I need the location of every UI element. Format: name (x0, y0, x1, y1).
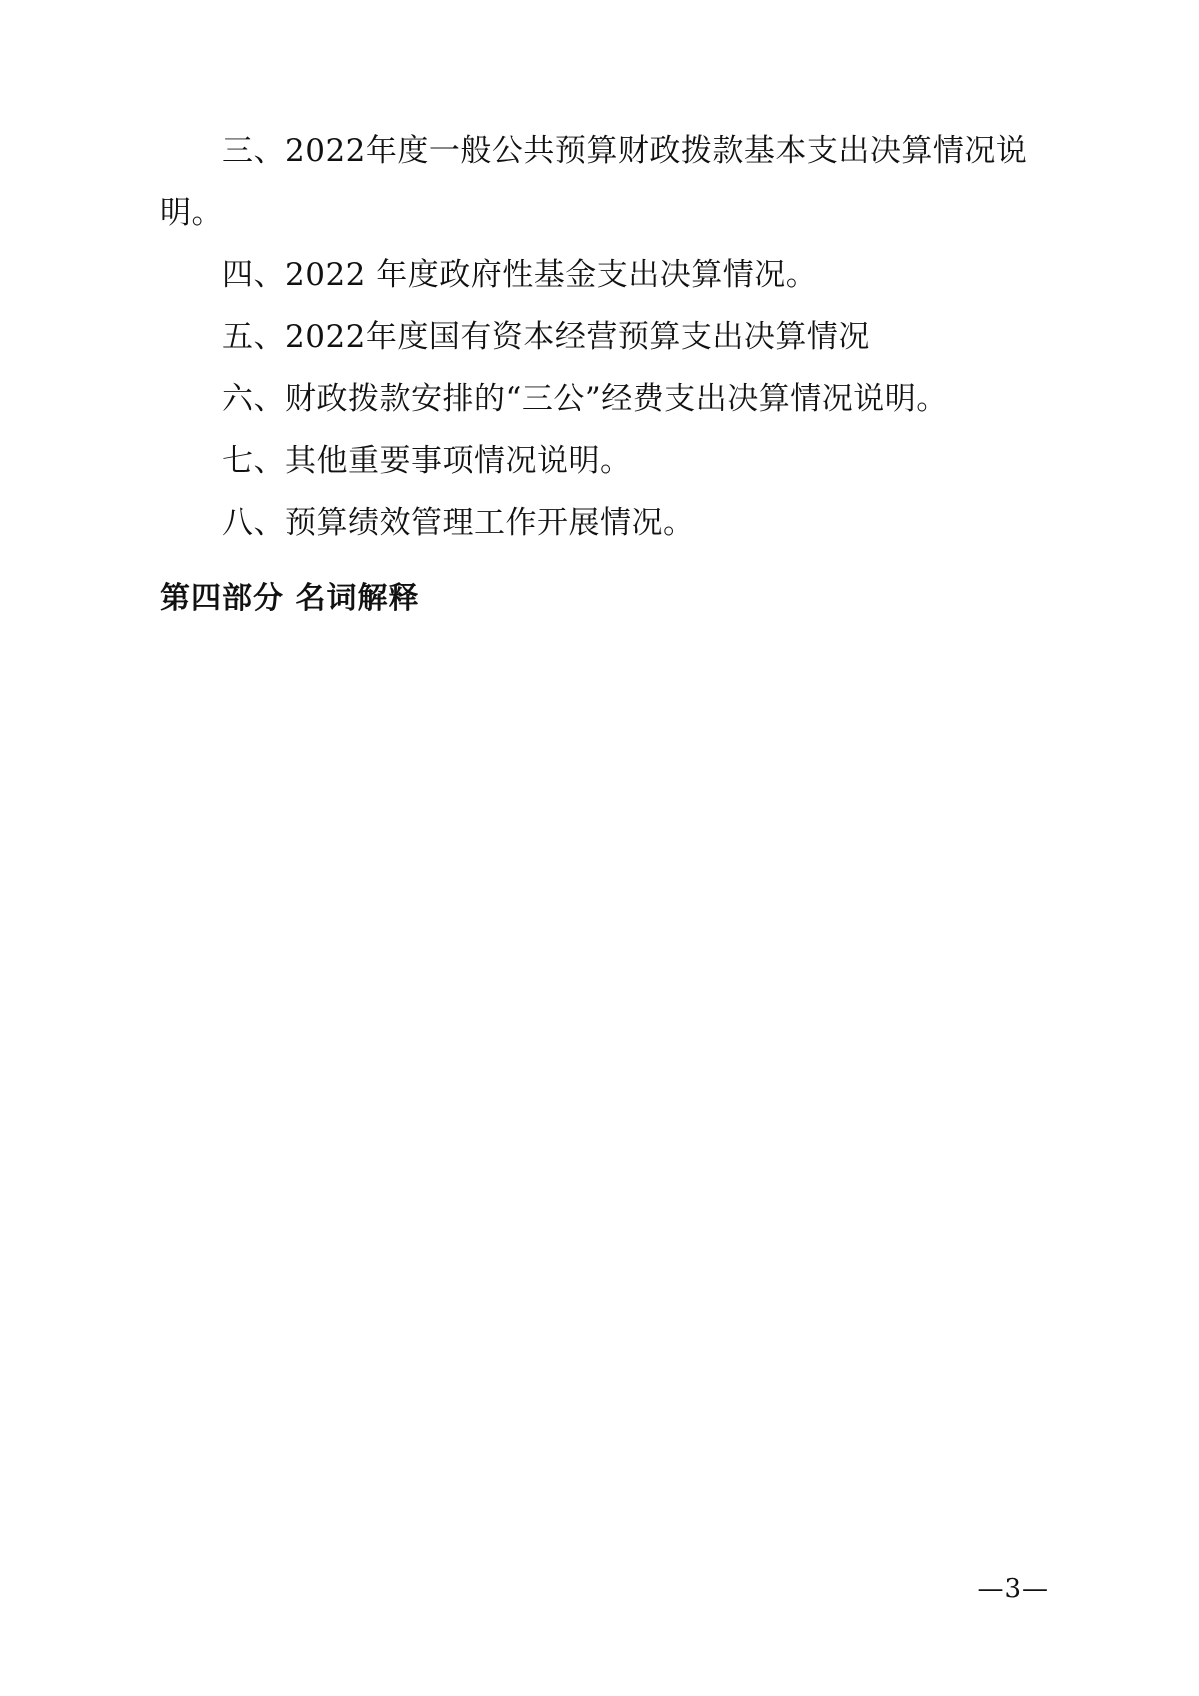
page-number: —3— (977, 1574, 1049, 1604)
section-heading-part-four: 第四部分 名词解释 (160, 581, 420, 616)
document-body (160, 120, 1059, 630)
paragraph-item-8: 八、预算绩效管理工作开展情况。 (222, 505, 695, 541)
paragraph-item-5: 五、2022年度国有资本经营预算支出决算情况 (222, 319, 870, 355)
paragraph-item-4: 四、2022 年度政府性基金支出决算情况。 (222, 257, 818, 293)
paragraph-item-6: 六、财政拨款安排的“三公”经费支出决算情况说明。 (222, 381, 948, 417)
paragraph-item-7: 七、其他重要事项情况说明。 (222, 443, 632, 479)
paragraph-item-3: 三、2022年度一般公共预算财政拨款基本支出决算情况说明。 (160, 133, 1028, 231)
